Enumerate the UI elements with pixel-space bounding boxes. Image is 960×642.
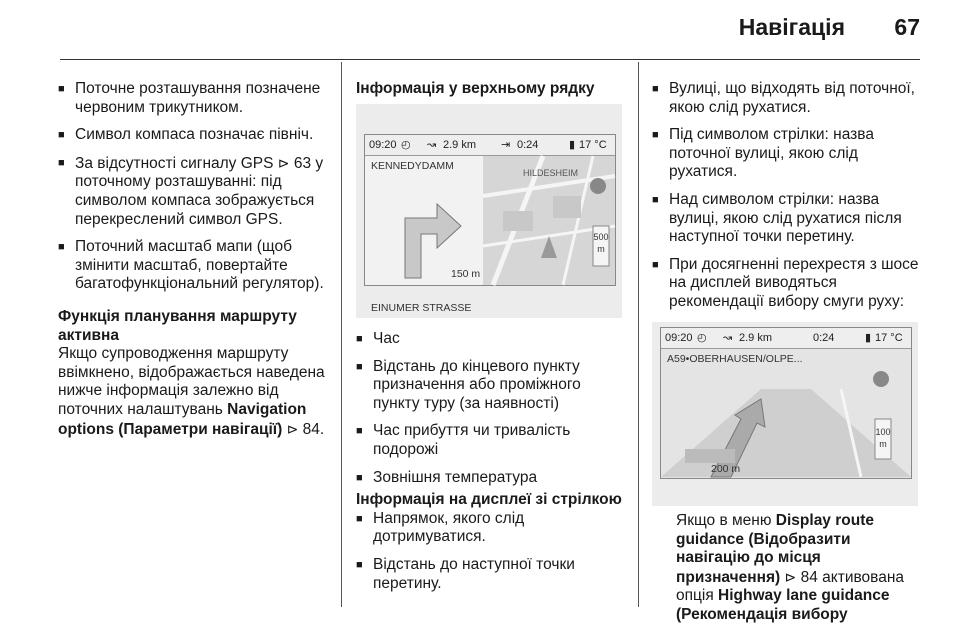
route-distance-icon: ↝: [723, 332, 733, 344]
body-paragraph: [58, 345, 330, 439]
arrow-panel: [365, 156, 483, 314]
header-rule: [60, 59, 920, 60]
list-item: ■ Вулиці, що відходять від поточної, якою слід рухатися.: [652, 80, 924, 117]
turn-arrow-icon: [365, 156, 483, 284]
screen-frame-1: [356, 104, 622, 318]
clock-icon: ◴: [401, 139, 411, 151]
para-ref: 84: [800, 568, 818, 586]
gps-bullet-text: За відсутності сигналу GPS: [75, 154, 274, 172]
column-1: [58, 80, 330, 439]
body-ref: 84.: [302, 420, 325, 438]
highway-view: [661, 349, 911, 478]
list-item: ■ Зовнішня температура: [356, 469, 628, 488]
page-ref-icon: ⊳: [784, 568, 797, 585]
body-paragraph: [676, 512, 926, 625]
para-start: Якщо в меню: [676, 512, 772, 529]
page-ref-icon: ⊳: [277, 154, 290, 171]
list-item: ■ Відстань до кінцевого пункту призначення або проміжного пункту туру (за наявності): [356, 358, 628, 414]
map-scale-value: 500: [593, 232, 609, 242]
map-scale-unit: m: [597, 244, 605, 254]
highway-arrow-icon: [661, 349, 911, 477]
street-name-current: EINUMER STRASSE: [371, 302, 472, 314]
list-item: [58, 154, 330, 229]
route-distance-icon: ↝: [427, 139, 437, 151]
thermometer-icon: ▮: [865, 332, 872, 344]
list-item: ■ Час: [356, 330, 628, 349]
body-text: Якщо супроводження маршруту ввімкнено, відображається наведена нижче інформація залежно від поточних налаштувань: [58, 345, 325, 418]
column-2-lower: [356, 330, 628, 602]
eta-value: 0:24: [813, 332, 835, 344]
gps-bullet-text2: у поточному розташуванні: під символом компаса зображується перекреслений символ GPS.: [75, 154, 324, 228]
list-item: ■ Час прибуття чи тривалість подорожі: [356, 422, 628, 459]
body-bold: Navigation options (Параметри навігації): [58, 400, 307, 438]
column-divider-left: [341, 62, 342, 607]
temperature-value: 17 °C: [579, 139, 607, 151]
nav-screen-1: [364, 134, 616, 314]
list-item: ■ Відстань до наступної точки перетину.: [356, 556, 628, 593]
list-item: ■ Над символом стрілки: назва вулиці, якою слід рухатися після наступної точки перетину.: [652, 191, 924, 247]
nav-top-bar: [365, 135, 615, 156]
clock-icon: ◴: [697, 332, 707, 344]
section-heading: Інформація у верхньому рядку: [356, 80, 595, 97]
section-heading: Інформація на дисплеї зі стрілкою: [356, 491, 622, 509]
map-scale-value: 100: [875, 427, 891, 437]
list-item: ■ Символ компаса позначає північ.: [58, 126, 330, 145]
screen-frame-2: [652, 322, 918, 506]
map-scale-unit: m: [879, 439, 887, 449]
list-item: ■ Під символом стрілки: назва поточної вулиці, якою слід рухатися.: [652, 126, 924, 182]
thermometer-icon: ▮: [569, 139, 576, 151]
column-2: [356, 80, 628, 99]
turn-distance: 200 m: [711, 463, 741, 475]
street-name-next: A59•OBERHAUSEN/OLPE...: [667, 353, 803, 365]
section-heading: Функція планування маршруту активна: [58, 307, 297, 344]
page-number: 67: [894, 14, 920, 40]
turn-distance: 150 m: [451, 268, 481, 280]
map-place-label: HILDESHEIM: [523, 168, 579, 178]
column-3: [652, 80, 924, 321]
street-name-next: KENNEDYDAMM: [371, 160, 454, 172]
distance-value: 2.9 km: [443, 139, 477, 151]
list-item: ■ Напрямок, якого слід дотримуватися.: [356, 510, 628, 547]
para-bold-1: Display route guidance (Відобразити навігацію до місця призначення): [676, 512, 874, 586]
page-ref-icon: ⊳: [286, 420, 299, 437]
col1-bullet-list: [58, 80, 330, 294]
header-title: Навігація: [738, 14, 845, 40]
temperature-value: 17 °C: [875, 332, 903, 344]
nav-screen-2: [660, 327, 912, 479]
para-mid: активована опція: [676, 568, 905, 605]
col2-bullet-list: [356, 330, 628, 487]
eta-value: 0:24: [517, 139, 539, 151]
list-item: ■ Поточне розташування позначене червоним трикутником.: [58, 80, 330, 117]
col3-bullet-list: [652, 80, 924, 312]
arrival-icon: ⇥: [501, 139, 511, 151]
time-value: 09:20: [665, 332, 693, 344]
column-3-lower: [676, 512, 926, 625]
distance-value: 2.9 km: [739, 332, 773, 344]
gps-ref: 63: [293, 154, 312, 172]
column-divider-right: [638, 62, 639, 607]
time-value: 09:20: [369, 139, 397, 151]
list-item: ■ Поточний масштаб мапи (щоб змінити масштаб, повертайте багатофункціональний регулятор).: [58, 238, 330, 294]
map-view: [483, 156, 615, 285]
nav-top-bar: [661, 328, 911, 349]
col2-bullet-list-2: [356, 510, 628, 593]
list-item: ■ При досягненні перехрестя з шосе на дисплей виводяться рекомендації вибору смуги руху:: [652, 256, 924, 312]
para-bold-2: Highway lane guidance (Рекомендація вибору: [676, 587, 890, 623]
